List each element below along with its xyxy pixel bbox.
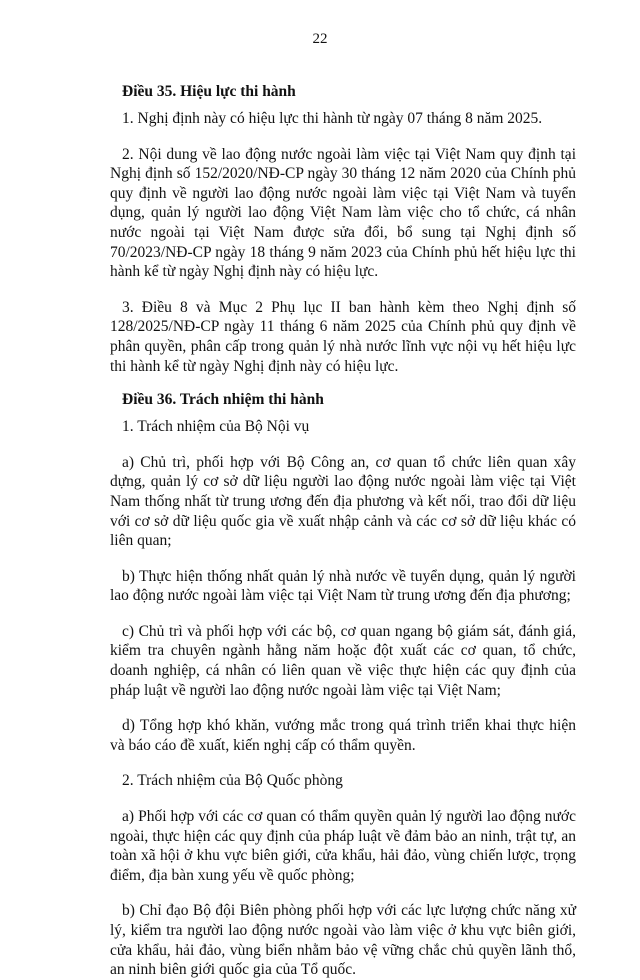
article-35-clause-2: 2. Nội dung về lao động nước ngoài làm việc tại Việt Nam quy định tại Nghị định số 152/2020/NĐ-CP ngày 30 tháng 12 năm 2020 của Chính phủ quy định về người lao động nước ngoài làm việc tại Việt Nam và tuyển dụng, quản lý người lao động Việt Nam làm việc cho tổ chức, cá nhân nước ngoài tại Việt Nam được sửa đổi, bổ sung tại Nghị định số 70/2023/NĐ-CP ngày 18 tháng 9 năm 2023 của Chính phủ hết hiệu lực thi hành kể từ ngày Nghị định này có hiệu lực. <box>110 145 576 281</box>
article-36-clause-2b: b) Chỉ đạo Bộ đội Biên phòng phối hợp với các lực lượng chức năng xử lý, kiểm tra người lao động nước ngoài vào làm việc ở khu vực biên giới, cửa khẩu, hải đảo, vùng biển nhằm bảo vệ vững chắc chủ quyền lãnh thổ, an ninh biên giới quốc gia của Tổ quốc. <box>110 902 576 979</box>
article-36-clause-1b: b) Thực hiện thống nhất quản lý nhà nước về tuyển dụng, quản lý người lao động nước ngoài làm việc tại Việt Nam từ trung ương đến địa phương; <box>110 567 576 605</box>
article-36-heading: Điều 36. Trách nhiệm thi hành <box>122 391 324 409</box>
article-35-heading: Điều 35. Hiệu lực thi hành <box>122 83 296 100</box>
document-body <box>110 70 576 980</box>
article-36-clause-1d: d) Tổng hợp khó khăn, vướng mắc trong quá trình triển khai thực hiện và báo cáo đề xuất, kiến nghị cấp có thẩm quyền. <box>110 717 576 754</box>
article-35-clause-3: 3. Điều 8 và Mục 2 Phụ lục II ban hành kèm theo Nghị định số 128/2025/NĐ-CP ngày 11 tháng 6 năm 2025 của Chính phủ quy định về phân quyền, phân cấp trong quản lý nhà nước lĩnh vực nội vụ hết hiệu lực thi hành kể từ ngày Nghị định này có hiệu lực. <box>110 298 576 375</box>
article-36-clause-1-title: 1. Trách nhiệm của Bộ Nội vụ <box>122 418 310 436</box>
article-36-clause-2a: a) Phối hợp với các cơ quan có thẩm quyền quản lý người lao động nước ngoài, thực hiện các quy định của pháp luật về đảm bảo an ninh, trật tự, an toàn xã hội ở khu vực biên giới, cửa khẩu, hải đảo, vùng chiến lược, trọng điểm, địa bàn xung yếu về quốc phòng; <box>110 808 576 884</box>
article-35-clause-1: 1. Nghị định này có hiệu lực thi hành từ ngày 07 tháng 8 năm 2025. <box>122 110 543 127</box>
article-36-clause-1a: a) Chủ trì, phối hợp với Bộ Công an, cơ quan tổ chức liên quan xây dựng, quản lý cơ sở dữ liệu người lao động nước ngoài làm việc tại Việt Nam thống nhất từ trung ương đến địa phương và kết nối, trao đổi dữ liệu với cơ sở dữ liệu quốc gia về xuất nhập cảnh và các cơ sở dữ liệu khác có liên quan; <box>110 453 576 550</box>
page-number: 22 <box>312 31 328 47</box>
article-36-clause-2-title: 2. Trách nhiệm của Bộ Quốc phòng <box>122 772 343 790</box>
article-36-clause-1c: c) Chủ trì và phối hợp với các bộ, cơ quan ngang bộ giám sát, đánh giá, kiểm tra chuyên ngành hằng năm hoặc đột xuất các cơ quan, tổ chức, doanh nghiệp, cá nhân có liên quan về việc thực hiện các quy định của pháp luật về người lao động nước ngoài làm việc tại Việt Nam; <box>110 622 576 699</box>
